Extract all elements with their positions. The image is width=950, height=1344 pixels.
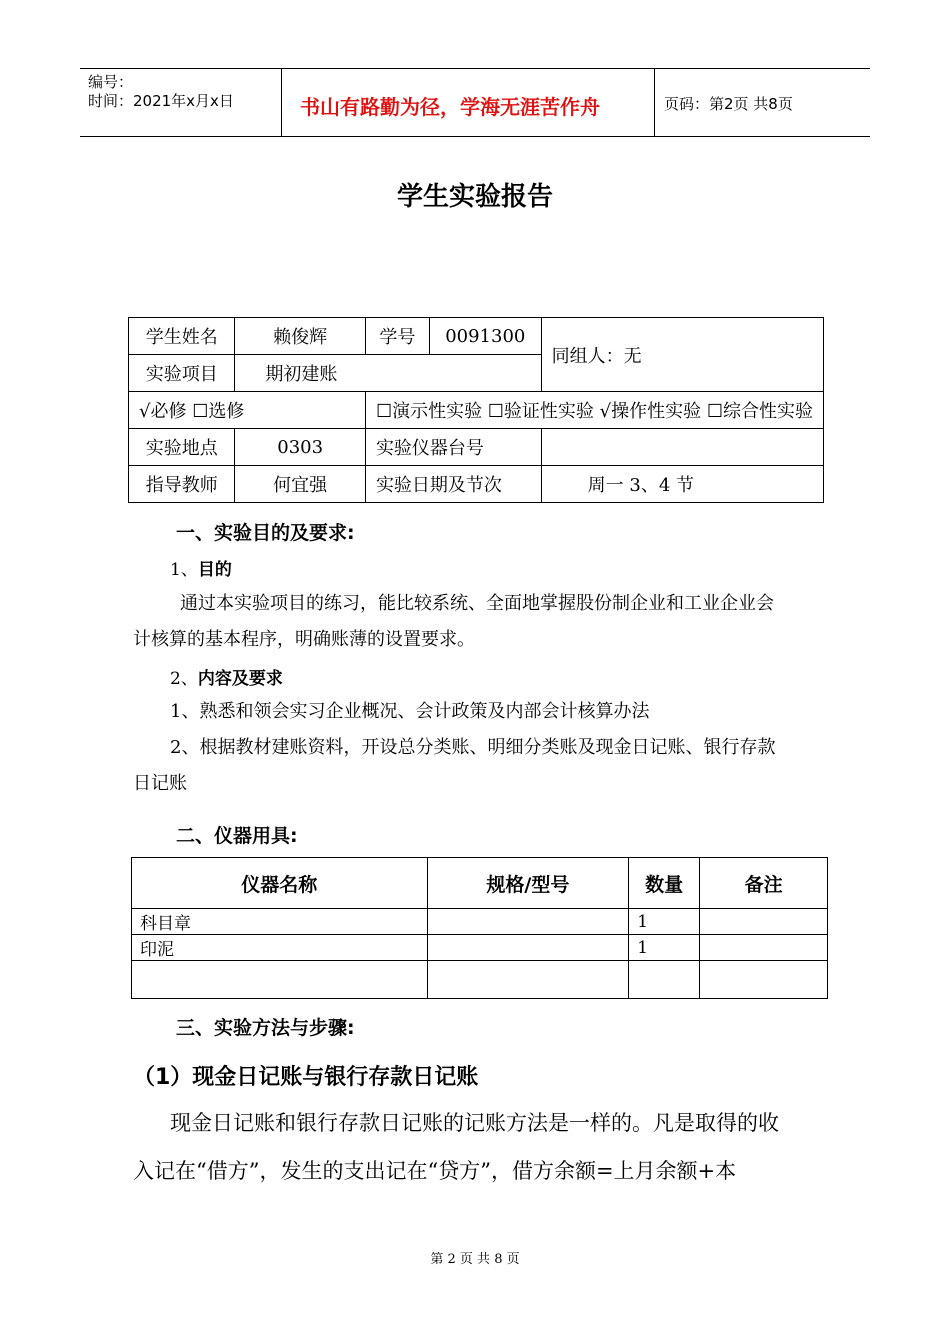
motto: 书山有路勤为径，学海无涯苦作舟 — [300, 95, 600, 119]
student-name: 赖俊辉 — [235, 318, 366, 355]
table-cell — [132, 961, 428, 999]
course-options: √必修 ☐选修 — [129, 392, 366, 429]
purpose-line2: 计核算的基本程序，明确账薄的设置要求。 — [133, 629, 475, 650]
page-label: 页码：第2页 共8页 — [664, 95, 793, 113]
instrument-no-label: 实验仪器台号 — [365, 429, 541, 466]
page-title: 学生实验报告 — [396, 182, 553, 212]
body-line2: 入记在“借方”，发生的支出记在“贷方”，借方余额=上月余额+本 — [133, 1159, 737, 1183]
table-cell — [629, 961, 700, 999]
table-cell — [427, 909, 629, 935]
header-bottom-border — [80, 136, 870, 137]
group-label: 同组人：无 — [541, 318, 823, 392]
student-id: 0091300 — [429, 318, 541, 355]
req-item2-line2: 日记账 — [133, 773, 187, 794]
req-item1: 1、熟悉和领会实习企业概况、会计政策及内部会计核算办法 — [170, 701, 650, 722]
table-cell: 科目章 — [132, 909, 428, 935]
table-cell — [700, 909, 828, 935]
req-num: 2、 — [170, 669, 198, 689]
body-line1: 现金日记账和银行存款日记账的记账方法是一样的。凡是取得的收 — [170, 1111, 779, 1135]
table-cell: 1 — [629, 909, 700, 935]
column-header: 规格/型号 — [427, 858, 629, 909]
req-item2-line1: 2、根据教材建账资料，开设总分类账、明细分类账及现金日记账、银行存款 — [170, 737, 776, 758]
column-header: 仪器名称 — [132, 858, 428, 909]
column-header: 备注 — [700, 858, 828, 909]
student-id-label: 学号 — [365, 318, 429, 355]
location-value: 0303 — [235, 429, 366, 466]
section2-heading: 二、仪器用具: — [176, 825, 298, 847]
header-top-border — [80, 68, 870, 69]
teacher-label: 指导教师 — [129, 466, 235, 503]
table-cell: 印泥 — [132, 935, 428, 961]
table-row — [132, 909, 828, 935]
table-row — [132, 935, 828, 961]
table-cell — [427, 961, 629, 999]
requirements-heading — [170, 664, 283, 689]
instrument-table — [131, 857, 828, 999]
date-label: 实验日期及节次 — [365, 466, 541, 503]
header-divider — [654, 68, 655, 136]
purpose-line1: 通过本实验项目的练习，能比较系统、全面地掌握股份制企业和工业企业会 — [180, 593, 774, 614]
student-info-table — [128, 317, 824, 503]
table-row — [132, 961, 828, 999]
table-cell: 1 — [629, 935, 700, 961]
time-label: 时间：2021年x月x日 — [88, 92, 234, 110]
instrument-no-value — [541, 429, 823, 466]
teacher-value: 何宜强 — [235, 466, 366, 503]
header-divider — [281, 68, 282, 136]
project-value: 期初建账 — [235, 355, 541, 392]
page-footer: 第 2 页 共 8 页 — [430, 1252, 520, 1267]
table-cell — [700, 935, 828, 961]
location-label: 实验地点 — [129, 429, 235, 466]
section3-heading: 三、实验方法与步骤: — [176, 1017, 355, 1039]
table-cell — [700, 961, 828, 999]
table-cell — [427, 935, 629, 961]
req-title: 内容及要求 — [197, 669, 283, 689]
purpose-title: 目的 — [197, 560, 232, 580]
student-name-label: 学生姓名 — [129, 318, 235, 355]
subsection-heading: （1）现金日记账与银行存款日记账 — [133, 1065, 479, 1090]
section1-heading: 一、实验目的及要求: — [176, 522, 355, 544]
code-label: 编号： — [88, 73, 134, 91]
experiment-types: ☐演示性实验 ☐验证性实验 √操作性实验 ☐综合性实验 — [365, 392, 823, 429]
purpose-heading — [170, 555, 232, 580]
date-value: 周一 3、4 节 — [541, 466, 823, 503]
project-label: 实验项目 — [129, 355, 235, 392]
column-header: 数量 — [629, 858, 700, 909]
purpose-num: 1、 — [170, 560, 198, 580]
